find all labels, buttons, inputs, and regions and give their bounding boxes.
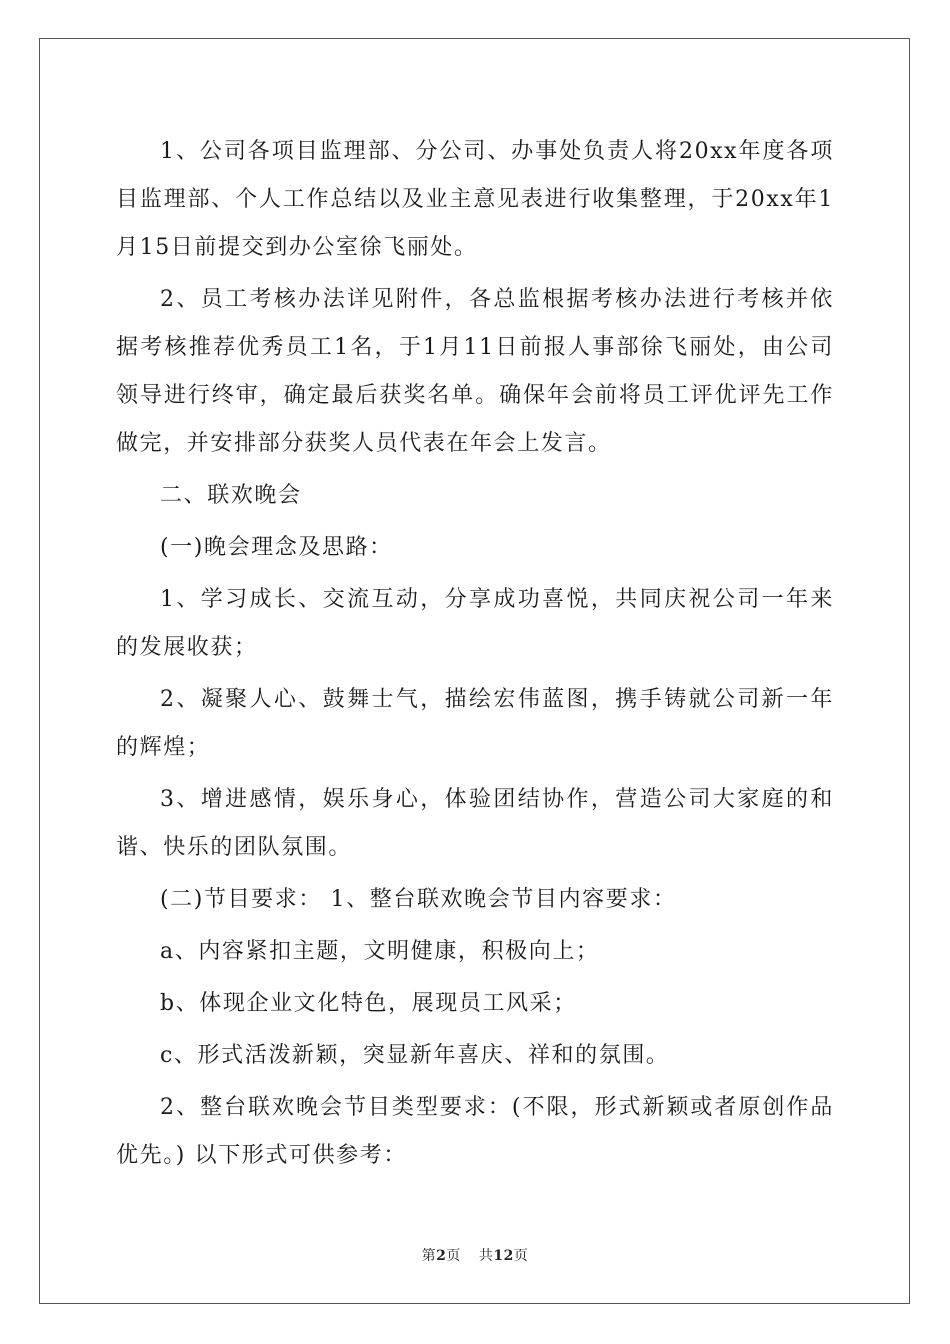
page-prefix: 第: [421, 1248, 437, 1264]
subsection-heading-requirements: (二)节目要求： 1、整台联欢晚会节目内容要求：: [160, 887, 677, 912]
subsection-heading-concept: (一)晚会理念及思路：: [160, 535, 393, 560]
total-unit: 页: [513, 1248, 529, 1264]
paragraph-concept-2: 2、凝聚人心、鼓舞士气，描绘宏伟蓝图，携手铸就公司新一年的辉煌；: [116, 687, 834, 760]
page-footer: [0, 1245, 950, 1265]
requirement-item-a: a、内容紧扣主题，文明健康，积极向上；: [160, 939, 600, 964]
paragraph-program-types: 2、整台联欢晚会节目类型要求：(不限，形式新颖或者原创作品优先。) 以下形式可供参考：: [116, 1095, 834, 1168]
page-total-number: 12: [493, 1248, 514, 1264]
page-current-number: 2: [436, 1248, 447, 1264]
requirement-item-c: c、形式活泼新颖，突显新年喜庆、祥和的氛围。: [160, 1043, 670, 1068]
requirement-item-b: b、体现企业文化特色，展现员工风采；: [160, 991, 577, 1016]
paragraph-concept-1: 1、学习成长、交流互动，分享成功喜悦，共同庆祝公司一年来的发展收获；: [116, 587, 834, 660]
section-heading-party: 二、联欢晚会: [160, 483, 302, 508]
paragraph-item-2: 2、员工考核办法详见附件，各总监根据考核办法进行考核并依据考核推荐优秀员工1名，于1月11日前报人事部徐飞丽处，由公司领导进行终审，确定最后获奖名单。确保年会前将员工评优评先工作做完，并安排部分获奖人员代表在年会上发言。: [116, 287, 834, 456]
page-unit: 页: [446, 1248, 461, 1264]
paragraph-concept-3: 3、增进感情，娱乐身心，体验团结协作，营造公司大家庭的和谐、快乐的团队氛围。: [116, 787, 834, 860]
paragraph-item-1: 1、公司各项目监理部、分公司、办事处负责人将20xx年度各项目监理部、个人工作总结以及业主意见表进行收集整理，于20xx年1月15日前提交到办公室徐飞丽处。: [116, 139, 834, 260]
total-prefix: 共: [478, 1248, 494, 1264]
document-body: [116, 128, 834, 1180]
